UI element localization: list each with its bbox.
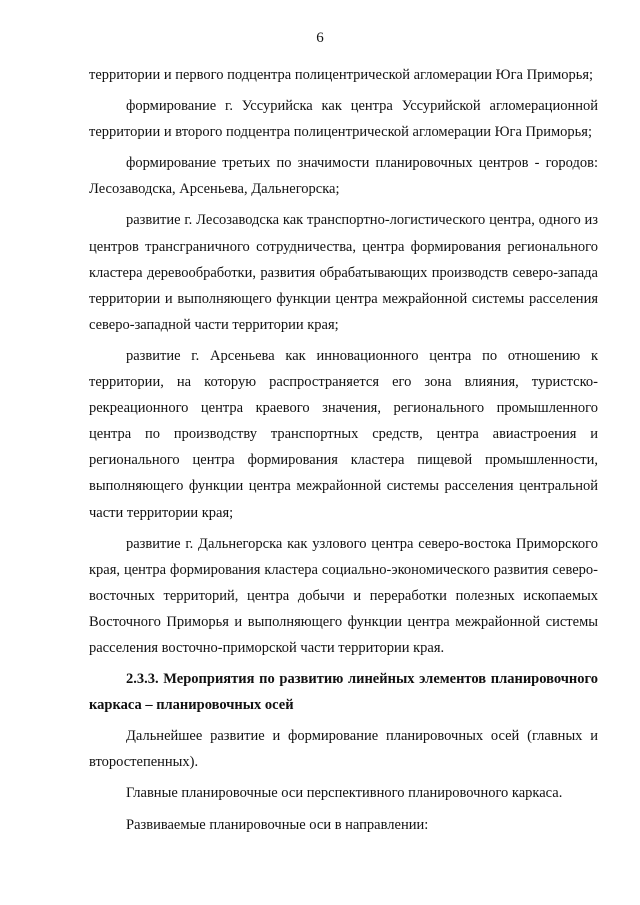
paragraph-continuation: территории и первого подцентра полицентрической агломерации Юга Приморья; [89,67,594,83]
paragraph-third-centers: формирование третьих по значимости планировочных центров - городов: Лесозаводска, Арсеньева, Дальнегорска; [89,155,598,198]
page-number: 6 [316,30,324,46]
paragraph-arsenyev: развитие г. Арсеньева как инновационного центра по отношению к территории, на которую распространяется его зона влияния, туристско-рекреационного центра краевого значения, регионального промышленного центра по производству транспортных средств, центра авиастроения и регионального центра формирования кластера пищевой промышленности, выполняющего функции центра межрайонной системы расселения центральной части территории края; [89,347,598,521]
section-heading: 2.3.3. Мероприятия по развитию линейных элементов планировочного каркаса – планировочных осей [89,671,598,714]
paragraph-axes-development: Дальнейшее развитие и формирование планировочных осей (главных и второстепенных). [89,728,598,771]
document-body [89,62,598,843]
paragraph-developing-axes: Развиваемые планировочные оси в направлении: [126,816,429,833]
paragraph-dalnegorsk: развитие г. Дальнегорска как узлового центра северо-востока Приморского края, центра формирования кластера социально-экономического развития северо-восточных территорий, центра добычи и переработки полезных ископаемых Восточного Приморья и выполняющего функции центра межрайонной системы расселения восточно-приморской части территории края. [89,535,598,656]
paragraph-lesozavodsk: развитие г. Лесозаводска как транспортно-логистического центра, одного из центров трансграничного сотрудничества, центра формирования регионального кластера деревообработки, развития обрабатывающих производств северо-запада территории и выполняющего функции центра межрайонной системы расселения северо-западной части территории края; [89,212,598,333]
paragraph-main-axes: Главные планировочные оси перспективного планировочного каркаса. [126,785,563,802]
paragraph-ussuriysk: формирование г. Уссурийска как центра Уссурийской агломерационной территории и второго подцентра полицентрической агломерации Юга Приморья; [89,98,598,141]
